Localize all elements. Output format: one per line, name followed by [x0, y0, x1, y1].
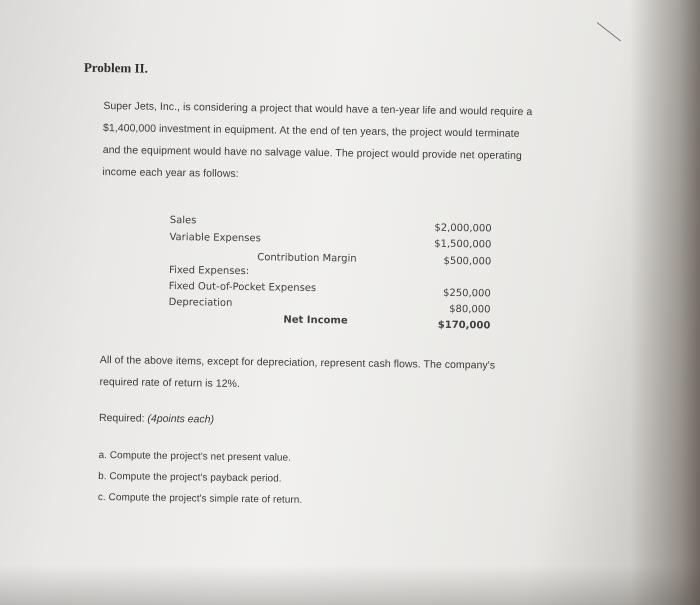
points-note: (4points each)	[147, 412, 215, 426]
problem-title: Problem II.	[83, 59, 149, 76]
required-heading	[99, 412, 214, 426]
paragraph-line-4: income each year as follows:	[102, 166, 239, 180]
paragraph-line-2: $1,400,000 investment in equipment. At the end of ten years, the project would terminate	[102, 122, 520, 140]
required-label: Required:	[98, 412, 145, 425]
note-line-2: required rate of return is 12%.	[99, 376, 241, 390]
net-income-value: $170,000	[437, 319, 491, 332]
sales-label: Sales	[169, 214, 197, 227]
fixed-out-of-pocket-label: Fixed Out-of-Pocket Expenses	[168, 280, 317, 295]
net-income-label: Net Income	[283, 314, 348, 327]
required-item-c: c. Compute the project's simple rate of return.	[97, 492, 303, 506]
variable-expenses-label: Variable Expenses	[169, 231, 261, 245]
required-item-a: a. Compute the project's net present value.	[98, 450, 292, 464]
depreciation-label: Depreciation	[168, 296, 233, 309]
note-line-1: All of the above items, except for depreciation, represent cash flows. The company's	[99, 354, 496, 372]
contribution-margin-label: Contribution Margin	[257, 252, 357, 265]
depreciation-value: $80,000	[449, 303, 491, 316]
fixed-out-of-pocket-value: $250,000	[442, 287, 491, 300]
sales-value: $2,000,000	[434, 222, 492, 235]
contribution-margin-value: $500,000	[443, 255, 492, 268]
paragraph-line-3: and the equipment would have no salvage value. The project would provide net operating	[102, 144, 522, 162]
paragraph-line-1: Super Jets, Inc., is considering a project that would have a ten-year life and would require a	[103, 100, 533, 119]
fixed-expenses-label: Fixed Expenses:	[168, 264, 250, 278]
variable-expenses-value: $1,500,000	[434, 238, 492, 251]
required-item-b: b. Compute the project's payback period.	[98, 471, 282, 485]
